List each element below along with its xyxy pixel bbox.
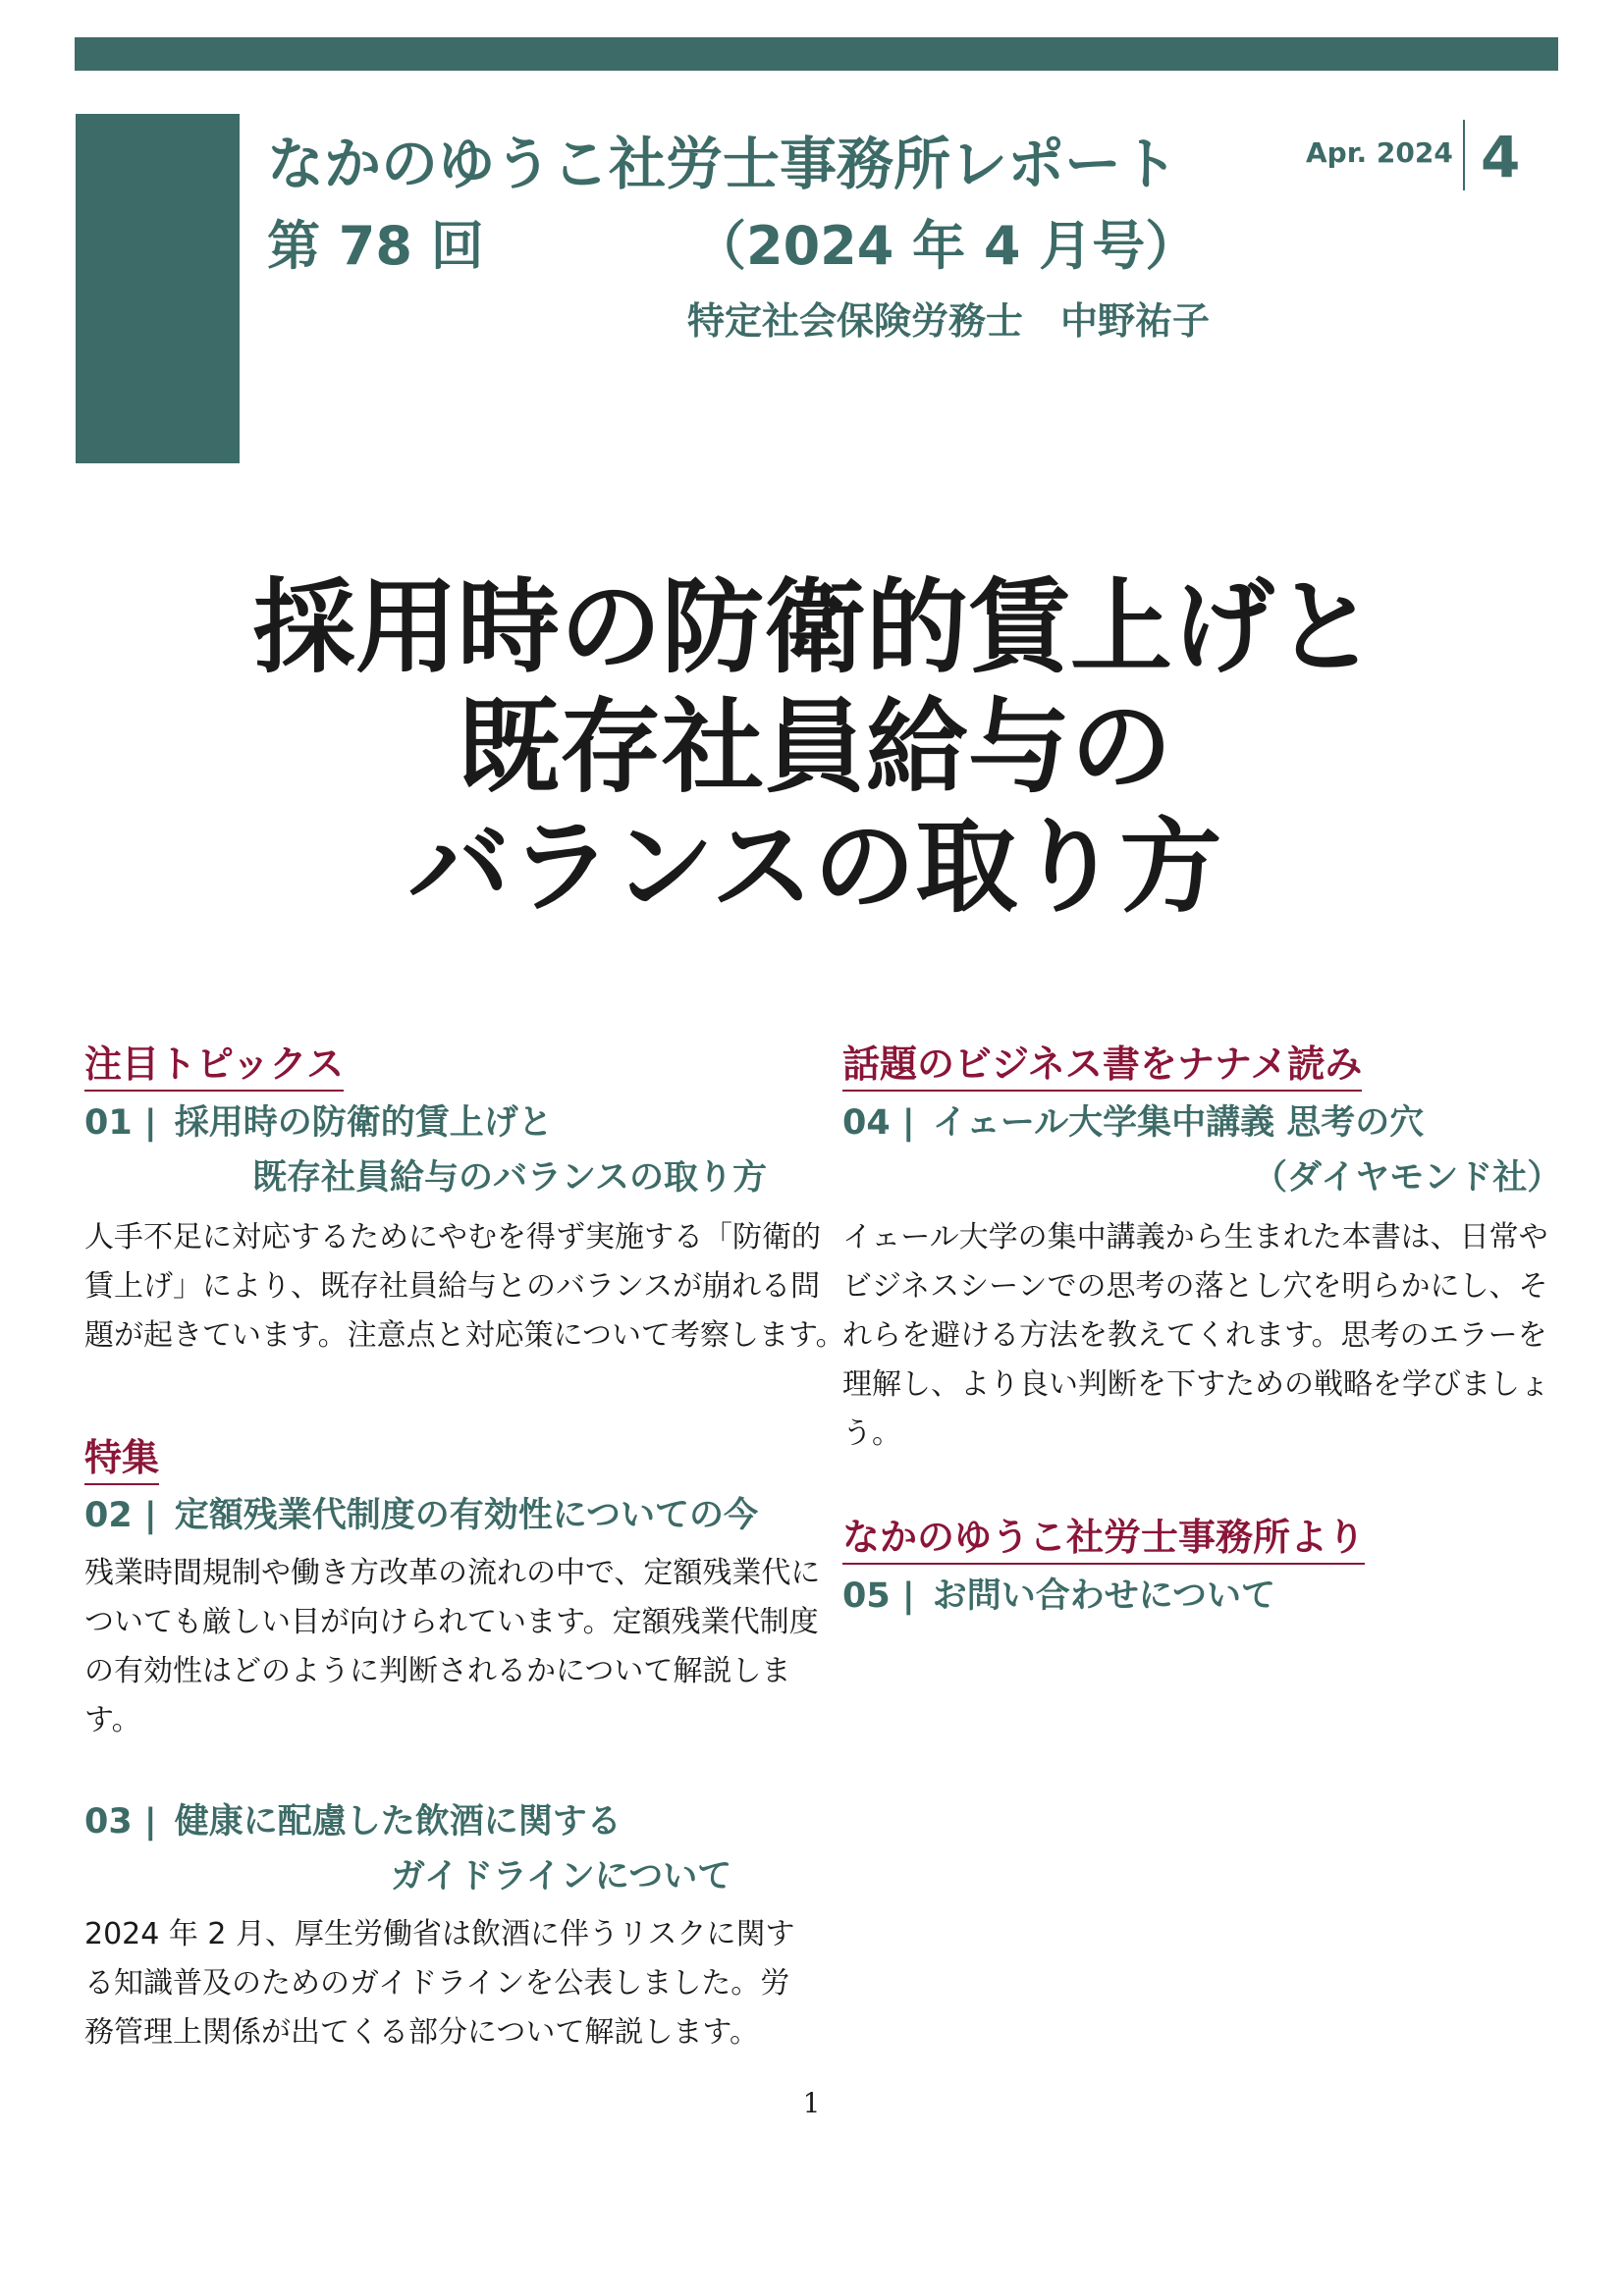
item-04-body: イェール大学の集中講義から生まれた本書は、日常や ビジネスシーンでの思考の落とし穴を明らかにし、そ れらを避ける方法を教えてくれます。思考のエラーを 理解し、より良い判断を下すための戦略を学びましょ う。 — [842, 1220, 1549, 1451]
item-01-body: 人手不足に対応するためにやむを得ず実施する「防衛的 賃上げ」により、既存社員給与とのバランスが崩れる問 題が起きています。注意点と対応策について考察します。 — [84, 1220, 845, 1353]
book-heading: 話題のビジネス書をナナメ読み — [842, 1042, 1362, 1092]
page-number: 1 — [802, 2087, 821, 2119]
item-01-title-line2: 既存社員給与のバランスの取り方 — [252, 1158, 767, 1198]
featured-topic-heading: 注目トピックス — [84, 1042, 344, 1092]
author-name: 特定社会保険労務士 中野祐子 — [687, 299, 1211, 343]
item-04-publisher: （ダイヤモンド社） — [1253, 1158, 1562, 1198]
item-05-title: 05 | お問い合わせについて — [842, 1576, 1275, 1616]
issue-number: 第 78 回 — [267, 215, 484, 277]
item-04-title: 04 | イェール大学集中講義 思考の穴 — [842, 1103, 1425, 1143]
office-heading: なかのゆうこ社労士事務所より — [842, 1516, 1365, 1565]
item-number: 05 | — [842, 1576, 915, 1616]
issue-date: （2024 年 4 月号） — [693, 215, 1199, 277]
item-number: 01 | — [84, 1103, 157, 1143]
item-01-title: 01 | 採用時の防衛的賃上げと — [84, 1103, 553, 1143]
item-03-title: 03 | 健康に配慮した飲酒に関する — [84, 1802, 622, 1842]
newsletter-title: なかのゆうこ社労士事務所レポート — [267, 131, 1179, 197]
main-title-line: 採用時の防衛的賃上げと — [252, 567, 1377, 687]
item-02-body: 残業時間規制や働き方改革の流れの中で、定額残業代に ついても厳しい目が向けられています。定額残業代制度 の有効性はどのように判断されるかについて解説しま す。 — [84, 1556, 821, 1737]
top-banner-bar — [75, 37, 1558, 71]
header-side-block — [76, 114, 240, 463]
main-title-line: バランスの取り方 — [407, 807, 1222, 927]
item-number: 04 | — [842, 1103, 915, 1143]
item-02-title: 02 | 定額残業代制度の有効性についての今 — [84, 1496, 758, 1535]
item-03-title-line2: ガイドラインについて — [391, 1857, 732, 1896]
item-03-body: 2024 年 2 月、厚生労働省は飲酒に伴うリスクに関す る知識普及のためのガイドラインを公表しました。労 務管理上関係が出てくる部分について解説します。 — [84, 1917, 795, 2050]
month-label: Apr. 2024 — [1306, 136, 1453, 169]
special-heading: 特集 — [84, 1436, 159, 1485]
main-title — [137, 567, 1492, 927]
main-title-line: 既存社員給与の — [457, 687, 1172, 807]
item-number: 03 | — [84, 1802, 157, 1842]
item-number: 02 | — [84, 1496, 157, 1535]
header-divider — [1463, 120, 1465, 190]
month-number: 4 — [1481, 124, 1521, 190]
